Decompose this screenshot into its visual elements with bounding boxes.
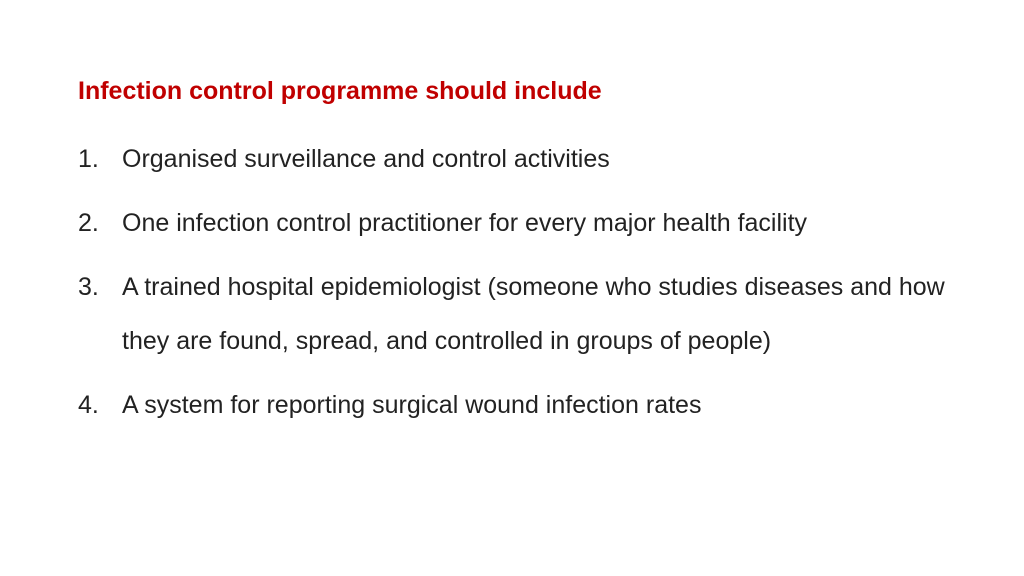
list-item-text: Organised surveillance and control activities — [122, 145, 610, 173]
list-item — [78, 196, 958, 250]
list-item-text: A system for reporting surgical wound infection rates — [122, 391, 702, 419]
list-item-number: 1. — [78, 145, 99, 173]
list-item-number: 3. — [78, 273, 99, 301]
list-item-number: 2. — [78, 209, 99, 237]
list-item — [78, 260, 958, 368]
numbered-list — [78, 132, 958, 442]
list-item-text: One infection control practitioner for every major health facility — [122, 209, 808, 237]
list-item-text: A trained hospital epidemiologist (someone who studies diseases and how they are found, spread, and controlled in groups of people) — [122, 273, 945, 355]
list-item-number: 4. — [78, 391, 99, 419]
list-item — [78, 132, 958, 186]
list-item — [78, 378, 958, 432]
slide-title: Infection control programme should include — [78, 77, 602, 105]
